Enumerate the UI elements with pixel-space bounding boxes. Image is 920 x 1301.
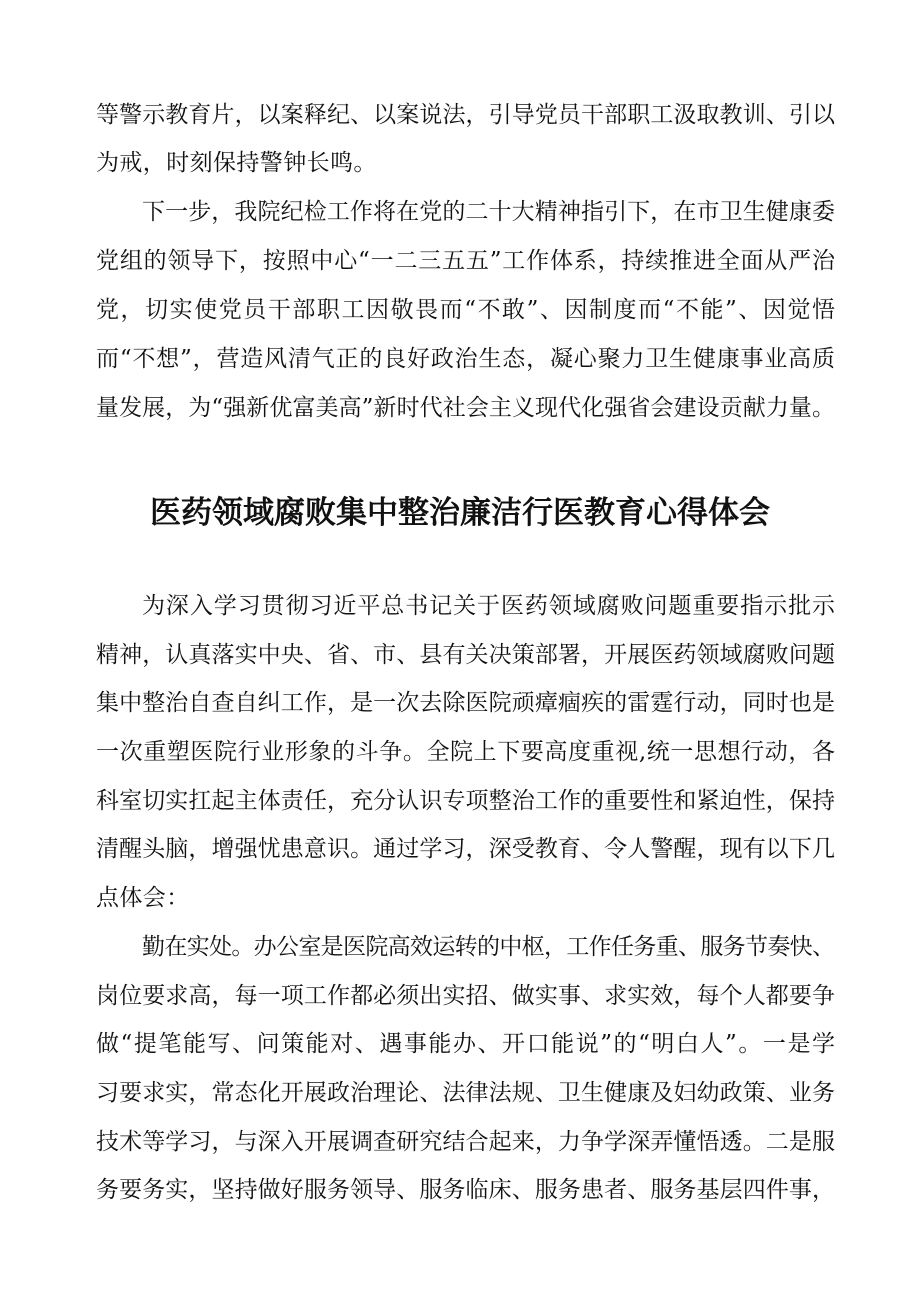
- text-line: 集中整治自查自纠工作，是一次去除医院顽瘴痼疾的雷霆行动，同时也是: [96, 690, 836, 716]
- text-line: 而“不想”，营造风清气正的良好政治生态，凝心聚力卫生健康事业高质: [96, 346, 836, 372]
- text-line: 科室切实扛起主体责任，充分认识专项整治工作的重要性和紧迫性，保持: [96, 788, 836, 814]
- text-line: 精神，认真落实中央、省、市、县有关决策部署，开展医药领域腐败问题: [96, 642, 836, 668]
- paragraph-first-line: 为深入学习贯彻习近平总书记关于医药领域腐败问题重要指示批示: [142, 593, 836, 619]
- text-line: 务要务实，坚持做好服务领导、服务临床、服务患者、服务基层四件事，: [96, 1177, 836, 1203]
- text-line: 一次重塑医院行业形象的斗争。全院上下要高度重视,统一思想行动，各: [96, 739, 836, 765]
- text-line: 习要求实，常态化开展政治理论、法律法规、卫生健康及妇幼政策、业务: [96, 1080, 836, 1106]
- text-line: 做“提笔能写、问策能对、遇事能办、开口能说”的“明白人”。一是学: [96, 1031, 837, 1057]
- text-line: 岗位要求高，每一项工作都必须出实招、做实事、求实效，每个人都要争: [96, 983, 836, 1009]
- paragraph-first-line: 勤在实处。办公室是医院高效运转的中枢，工作任务重、服务节奏快、: [142, 934, 835, 960]
- text-line: 党组的领导下，按照中心“一二三五五”工作体系，持续推进全面从严治: [96, 248, 836, 274]
- text-line: 等警示教育片，以案释纪、以案说法，引导党员干部职工汲取教训、引以: [96, 102, 836, 128]
- paragraph-first-line: 下一步，我院纪检工作将在党的二十大精神指引下，在市卫生健康委: [142, 199, 836, 225]
- text-line: 量发展，为“强新优富美高”新时代社会主义现代化强省会建设贡献力量。: [96, 395, 836, 421]
- text-line: 技术等学习，与深入开展调查研究结合起来，力争学深弄懂悟透。二是服: [96, 1129, 836, 1155]
- text-line: 点体会：: [96, 885, 190, 911]
- text-line: 为戒，时刻保持警钟长鸣。: [96, 150, 377, 176]
- text-line: 清醒头脑，增强忧患意识。通过学习，深受教育、令人警醒，现有以下几: [96, 836, 836, 862]
- document-title: 医药领域腐败集中整治廉洁行医教育心得体会: [150, 495, 770, 531]
- text-line: 党，切实使党员干部职工因敬畏而“不敢”、因制度而“不能”、因觉悟: [96, 297, 837, 323]
